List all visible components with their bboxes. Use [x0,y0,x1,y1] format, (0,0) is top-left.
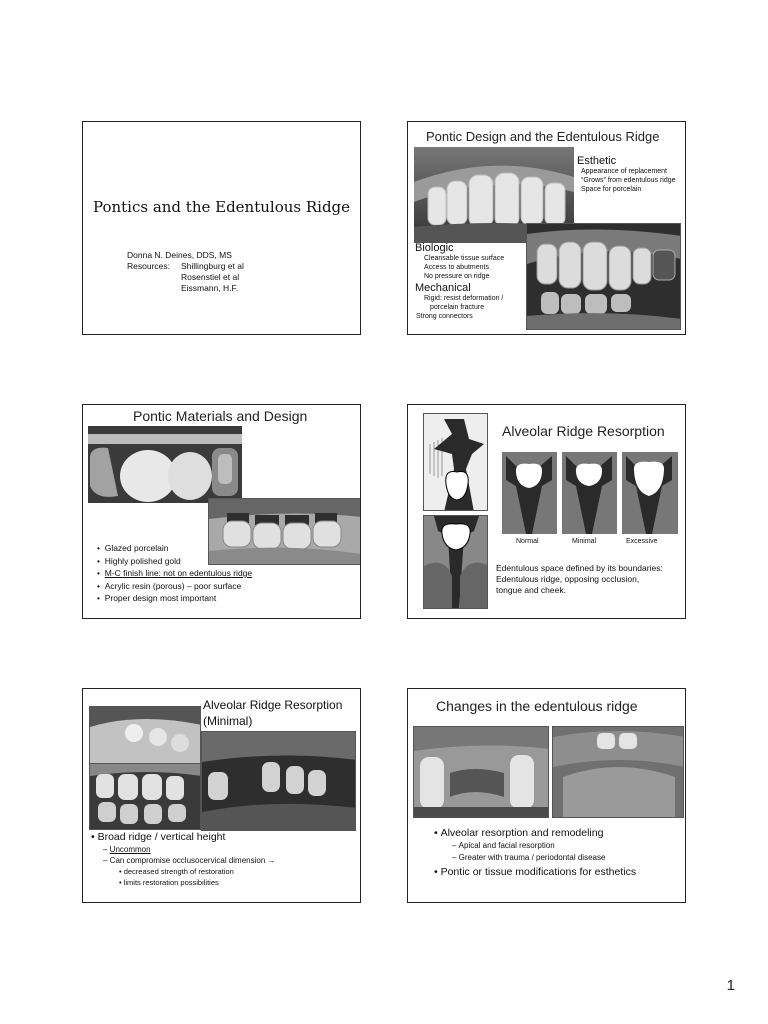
list-subitem: – Uncommon [103,845,151,854]
list-item: • Acrylic resin (porous) – poor surface [97,580,242,591]
resorption-description [496,563,663,596]
resorption-diagram-set [502,452,678,534]
author: Donna N. Deines, DDS, MS [127,250,232,260]
slide-pontic-materials [82,404,361,619]
minimal-resorption-list [91,830,276,888]
esthetic-block [577,155,676,194]
missing-tooth-photo [413,726,549,818]
palatal-ridge-photo [552,726,684,818]
page-number: 1 [726,977,735,994]
ridge-occlusal-photo [89,706,201,764]
list-item: • Pontic or tissue modifications for esthetics [434,866,637,878]
list-item: • Proper design most important [97,593,217,603]
description-line: Edentulous space defined by its boundaries: [496,563,663,573]
list-item: • Alveolar resorption and remodeling [434,827,604,839]
esthetic-heading: Esthetic [577,155,617,167]
slide-heading: Pontic Design and the Edentulous Ridge [426,129,660,144]
esthetic-item: Space for porcelain [581,186,642,193]
diagram-normal [502,452,557,534]
slide-ridge-changes [407,688,686,903]
biologic-block [415,242,504,321]
list-subitem: – Apical and facial resorption [452,841,555,850]
list-subsubitem: • limits restoration possibilities [119,878,219,887]
slide-minimal-resorption [82,688,361,903]
bridge-photo [526,223,681,330]
diagram-minimal [562,452,617,534]
ridge-diagram-lower [423,515,488,609]
ridge-facial-photo [89,763,201,830]
mechanical-item: Strong connectors [416,313,473,320]
esthetic-item: “Grows” from edentulous ridge [581,177,676,184]
ridge-diagram-upper [423,413,488,511]
slide-title [82,121,361,335]
biologic-item: No pressure on ridge [424,273,490,280]
list-item: • M-C finish line: not on edentulous ridge [97,568,253,578]
slide-title-heading: Pontics and the Edentulous Ridge [92,198,351,216]
ridge-changes-list [434,826,636,880]
ridge-side-photo [201,731,356,831]
pontic-crowns-photo [88,426,242,503]
mechanical-item: Rigid: resist deformation / [424,295,504,302]
slide-heading [203,697,342,729]
resorption-diagrams [502,452,678,534]
biologic-item: Access to abutments [424,264,489,271]
list-subsubitem: • decreased strength of restoration [119,867,234,876]
mechanical-heading: Mechanical [415,282,471,294]
slide-title-credits [127,250,244,294]
biologic-heading: Biologic [415,242,454,254]
list-item: • Glazed porcelain [97,543,169,553]
biologic-item: Cleansable tissue surface [424,255,505,262]
esthetic-item: Appearance of replacement [581,168,667,175]
heading-line: (Minimal) [203,714,253,728]
resource-item: Rosenstiel et al [181,272,240,282]
resource-item: Shillingburg et al [181,261,244,271]
diagram-label-excessive: Excessive [626,538,658,545]
description-line: tongue and cheek. [496,585,566,595]
list-item: • Broad ridge / vertical height [91,831,226,843]
diagram-excessive [622,452,678,534]
materials-list [97,542,252,605]
diagram-label-normal: Normal [516,538,539,545]
list-subitem: – Greater with trauma / periodontal disease [452,853,606,862]
mechanical-item: porcelain fracture [430,304,485,311]
list-item: • Highly polished gold [97,555,181,566]
heading-line: Alveolar Ridge Resorption [203,698,343,712]
diagram-label-minimal: Minimal [572,538,597,545]
list-subitem: – Can compromise occlusocervical dimension → [103,856,276,865]
resource-item: Eissmann, H.F. [181,283,239,293]
slide-ridge-resorption [407,404,686,619]
slide-heading: Pontic Materials and Design [133,408,308,424]
slide-heading: Changes in the edentulous ridge [436,698,638,714]
resources-label: Resources: [127,261,170,271]
slide-pontic-design [407,121,686,335]
slide-heading: Alveolar Ridge Resorption [502,423,665,439]
description-line: Edentulous ridge, opposing occlusion, [496,574,640,584]
